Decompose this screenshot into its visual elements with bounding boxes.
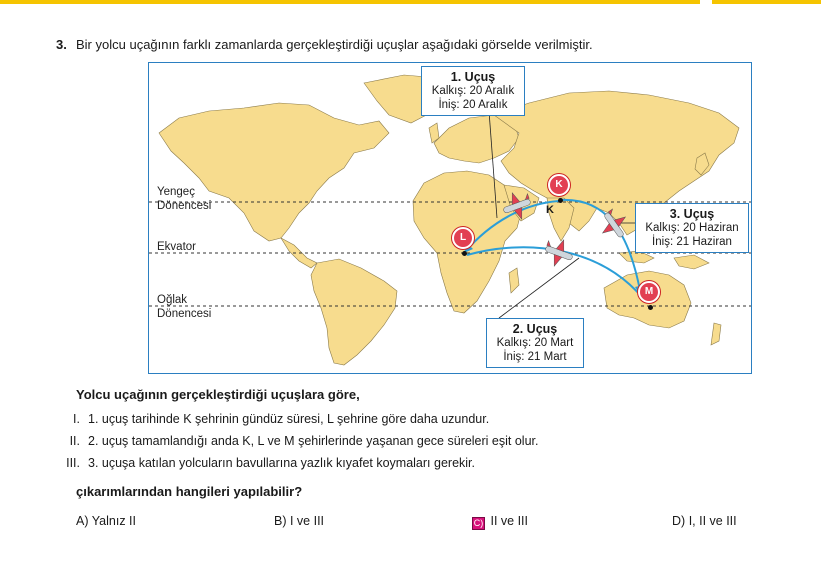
- tropic-of-cancer-label-line1: Yengeç: [157, 186, 195, 198]
- option-a[interactable]: [76, 514, 136, 528]
- question-number: 3.: [56, 37, 67, 52]
- flight-1-departure: Kalkış: 20 Aralık: [431, 85, 515, 97]
- city-dot-l: [462, 251, 467, 256]
- city-marker-l: L: [452, 227, 474, 249]
- south-america-shape: [311, 259, 397, 365]
- city-marker-k: K: [548, 174, 570, 196]
- flight-2-title: 2. Uçuş: [512, 322, 558, 336]
- flight-2-callout: [486, 318, 584, 368]
- question-text: Bir yolcu uçağının farklı zamanlarda gerçekleştirdiği uçuşlar aşağıdaki görselde verilmiştir.: [76, 37, 593, 52]
- tropic-of-capricorn-label-line1: Oğlak: [157, 294, 188, 306]
- north-america-shape: [159, 103, 389, 241]
- statement-2-roman: II.: [69, 434, 80, 448]
- city-marker-m: M: [638, 281, 660, 303]
- city-dot-m: [648, 305, 653, 310]
- flight-2-departure: Kalkış: 20 Mart: [496, 337, 574, 349]
- flight-1-title: 1. Uçuş: [450, 70, 496, 84]
- flight-3-title: 3. Uçuş: [669, 207, 715, 221]
- new-zealand-shape: [711, 323, 721, 345]
- new-guinea-shape: [674, 255, 709, 269]
- flight-3-callout: [635, 203, 749, 253]
- option-d[interactable]: [672, 514, 737, 528]
- city-label-k: K: [546, 204, 554, 216]
- statement-3-roman: III.: [66, 456, 80, 470]
- tropic-of-cancer-label: [157, 185, 211, 213]
- statement-1-text: 1. uçuş tarihinde K şehrinin gündüz süresi, L şehrine göre daha uzundur.: [88, 412, 490, 426]
- city-dot-k: [558, 198, 563, 203]
- tropic-of-cancer-label-line2: Dönencesi: [157, 200, 212, 212]
- flight-3-arrival: İniş: 21 Haziran: [652, 236, 732, 248]
- tropic-of-capricorn-label-line2: Dönencesi: [157, 308, 212, 320]
- option-c-text: II ve III: [490, 514, 528, 528]
- option-b[interactable]: [274, 514, 324, 528]
- flight-3-departure: Kalkış: 20 Haziran: [645, 222, 739, 234]
- flight-1-callout: [421, 66, 525, 116]
- option-b-text: I ve III: [289, 514, 325, 528]
- tropic-of-capricorn-label: [157, 293, 211, 321]
- statement-3-text: 3. uçuşa katılan yolcuların bavullarına yazlık kıyafet koymaları gerekir.: [88, 456, 475, 470]
- statement-2-text: 2. uçuş tamamlandığı anda K, L ve M şehirlerinde yaşanan gece süreleri eşit olur.: [88, 434, 539, 448]
- option-a-text: Yalnız II: [91, 514, 136, 528]
- option-d-letter: D): [672, 514, 686, 528]
- option-d-text: I, II ve III: [688, 514, 737, 528]
- option-a-letter: A): [76, 514, 89, 528]
- world-map: [148, 62, 752, 374]
- option-c-selected-marker: C): [473, 518, 484, 528]
- top-accent-bar-right: [712, 0, 821, 4]
- option-c[interactable]: [472, 514, 528, 530]
- top-accent-bar: [0, 0, 700, 4]
- flight-2-arrival: İniş: 21 Mart: [503, 351, 567, 363]
- option-b-letter: B): [274, 514, 287, 528]
- flight-1-arrival: İniş: 20 Aralık: [438, 99, 508, 111]
- question-ask: çıkarımlarından hangileri yapılabilir?: [76, 484, 303, 499]
- statement-1-roman: I.: [73, 412, 80, 426]
- madagascar-shape: [509, 268, 519, 293]
- statements-prompt: Yolcu uçağının gerçekleştirdiği uçuşlara göre,: [76, 387, 360, 402]
- equator-label: Ekvator: [157, 241, 196, 253]
